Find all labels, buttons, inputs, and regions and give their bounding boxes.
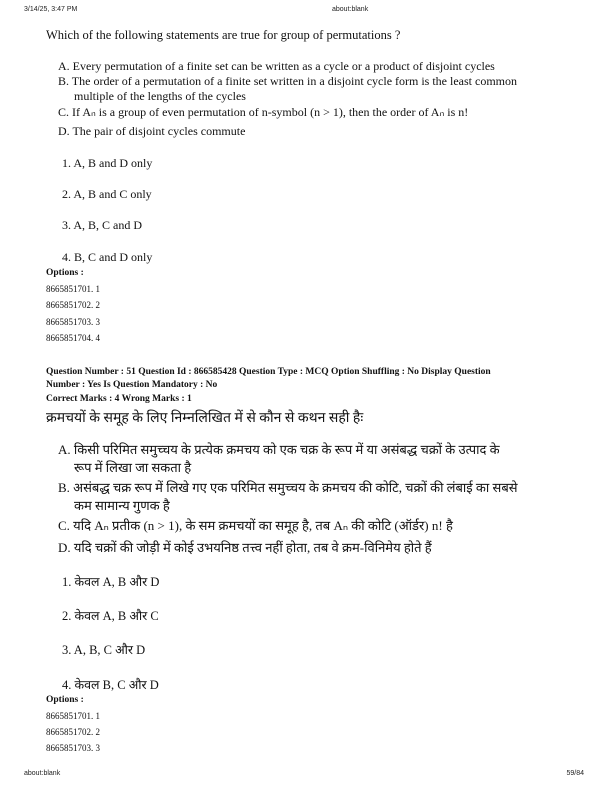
option-id: 8665851701. 1 [46, 711, 100, 721]
option-id: 8665851702. 2 [46, 300, 100, 310]
footer-url: about:blank [24, 770, 61, 777]
choice-4-hindi: 4. केवल B, C और D [62, 678, 159, 692]
choice-3-hindi: 3. A, B, C और D [62, 643, 146, 657]
option-id: 8665851703. 3 [46, 317, 100, 327]
question-meta: Question Number : 51 Question Id : 866585428 Question Type : MCQ Option Shuffling : No Display Question [46, 367, 491, 377]
statement-a-hindi: A. किसी परिमित समुच्चय के प्रत्येक क्रमचय को एक चक्र के रूप में या असंबद्ध चक्रों के उत्पाद के [58, 442, 500, 457]
choice-2-hindi: 2. केवल A, B और C [62, 609, 159, 623]
marks-info: Correct Marks : 4 Wrong Marks : 1 [46, 394, 192, 404]
statement-d-hindi: D. यदि चक्रों की जोड़ी में कोई उभयनिष्ठ तत्त्व नहीं होता, तब वे क्रम-विनिमेय होते हैं [58, 540, 432, 555]
choice-4: 4. B, C and D only [62, 250, 153, 264]
options-label: Options : [46, 268, 84, 278]
choice-1: 1. A, B and D only [62, 156, 153, 170]
option-id: 8665851703. 3 [46, 743, 100, 753]
question-meta-cont: Number : Yes Is Question Mandatory : No [46, 380, 218, 390]
print-url: about:blank [332, 6, 369, 13]
page-number: 59/84 [566, 770, 584, 777]
option-id: 8665851704. 4 [46, 333, 100, 343]
choice-1-hindi: 1. केवल A, B और D [62, 575, 160, 589]
print-datetime: 3/14/25, 3:47 PM [24, 6, 78, 13]
statement-a-hindi-cont: रूप में लिखा जा सकता है [74, 460, 192, 475]
choice-3: 3. A, B, C and D [62, 218, 143, 232]
question-text-hindi: क्रमचयों के समूह के लिए निम्नलिखित में से कौन से कथन सही हैः [46, 411, 364, 426]
statement-b-cont: multiple of the lengths of the cycles [74, 89, 246, 103]
option-id: 8665851702. 2 [46, 727, 100, 737]
statement-a: A. Every permutation of a finite set can be written as a cycle or a product of disjoint cycles [58, 59, 495, 73]
statement-c-hindi: C. यदि Aₙ प्रतीक (n > 1), के सम क्रमचयों का समूह है, तब Aₙ की कोटि (ऑर्डर) n! है [58, 518, 453, 533]
statement-b-hindi: B. असंबद्ध चक्र रूप में लिखे गए एक परिमित समुच्चय के क्रमचय की कोटि, चक्रों की लंबाई का सबसे [58, 480, 518, 495]
option-id: 8665851701. 1 [46, 284, 100, 294]
statement-b-hindi-cont: कम सामान्य गुणक है [74, 498, 170, 513]
statement-c: C. If Aₙ is a group of even permutation of n-symbol (n > 1), then the order of Aₙ is n! [58, 105, 469, 119]
options-label: Options : [46, 695, 84, 705]
choice-2: 2. A, B and C only [62, 187, 152, 201]
statement-d: D. The pair of disjoint cycles commute [58, 124, 246, 138]
question-text: Which of the following statements are true for group of permutations ? [46, 28, 401, 42]
statement-b: B. The order of a permutation of a finite set written in a disjoint cycle form is the least common [58, 74, 517, 88]
